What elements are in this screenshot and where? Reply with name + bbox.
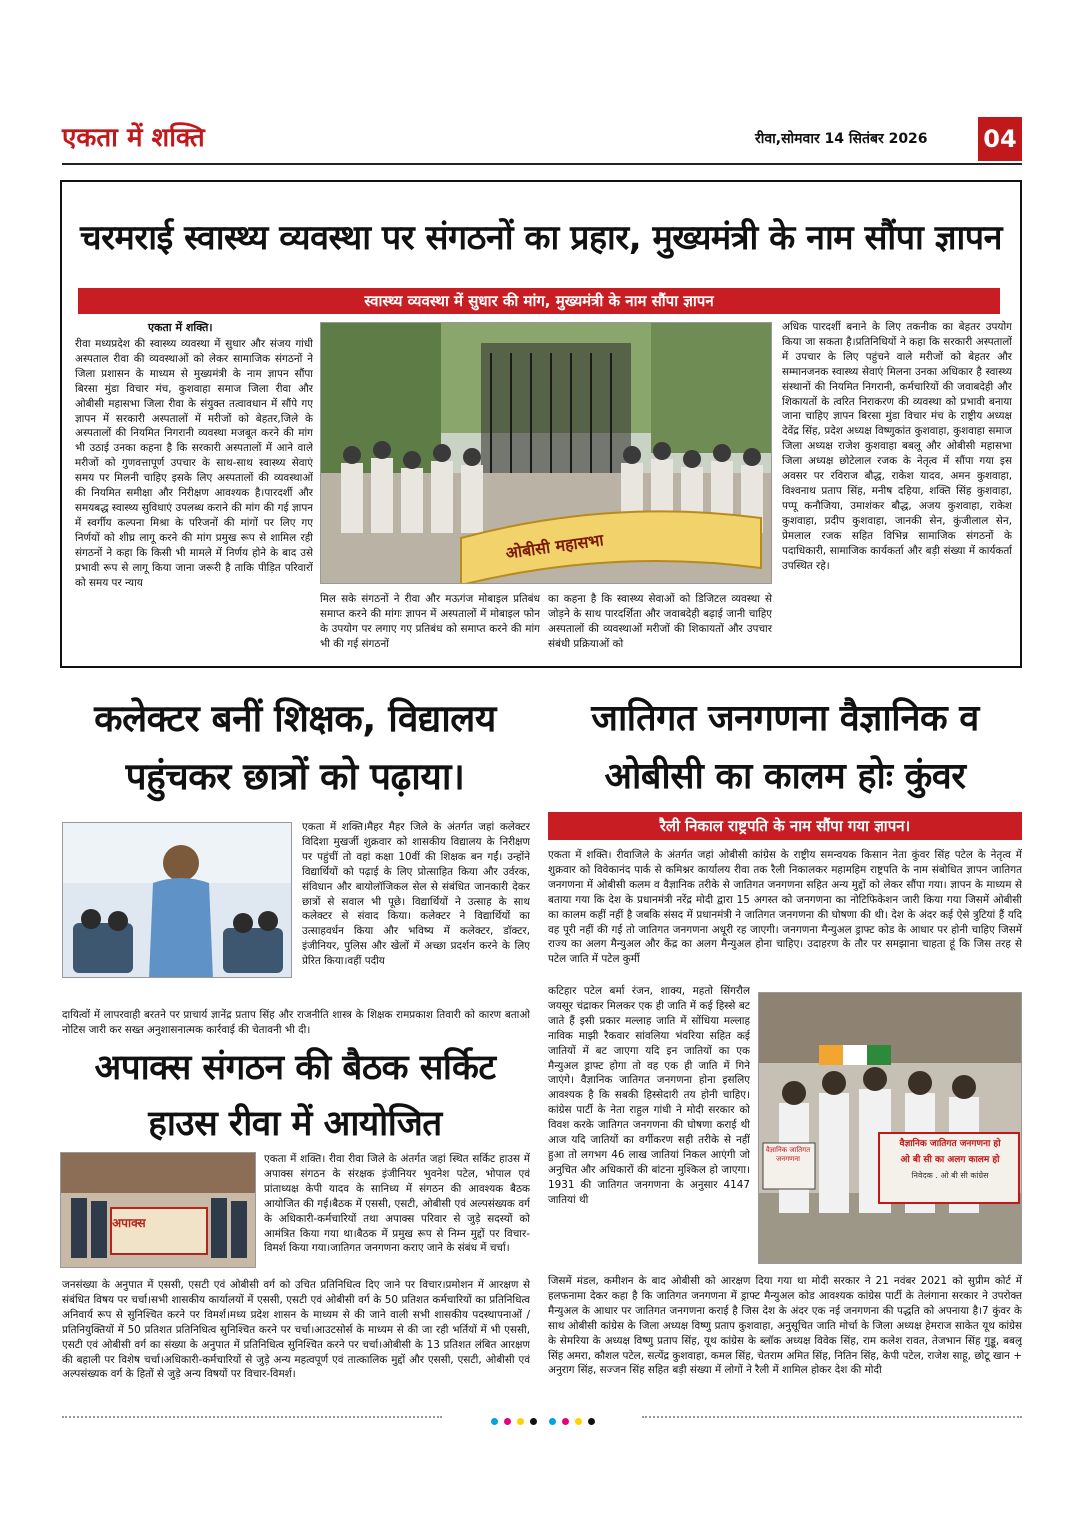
masthead-date: रीवा,सोमवार 14 सितंबर 2026 — [755, 131, 928, 147]
apaks-headline: अपाक्स संगठन की बैठक सर्किट हाउस रीवा में आयोजित — [94, 1048, 496, 1144]
census-headline: जातिगत जनगणना वैज्ञानिक व ओबीसी का कालम होः कुंवर — [591, 698, 979, 797]
collector-body-right: एकता में शक्ति।मैहर मैहर जिले के अंतर्गत जहां कलेक्टर विदिशा मुखर्जी शुक्रवार को शासकीय विद्यालय के निरीक्षण पर पहुंचीं तो वहां कक्षा 10वीं की शिक्षक बन गईं। उन्होंने विद्यार्थियों को पढ़ाई के लिए प्रोत्साहित किया और उर्वरक, संविधान और बायोलॉजिकल सेल से संबंधित जानकारी देकर छात्रों से सवाल भी पूछे। विद्यार्थियों ने उत्साह के साथ कलेक्टर से संवाद किया। कलेक्टर ने विद्यार्थियों का उत्साहवर्धन किया और भविष्य में कलेक्टर, डॉक्टर, इंजीनियर, पुलिस और खेलों में अच्छा प्रदर्शन करने के लिए प्रेरित किया।वहीं पदीय — [302, 821, 530, 968]
lead-headline: चरमराई स्वास्थ्य व्यवस्था पर संगठनों का प्रहार, मुख्यमंत्री के नाम सौंपा ज्ञापन — [80, 218, 1002, 258]
apaks-body-full: जनसंख्या के अनुपात में एससी, एसटी एवं ओबीसी वर्ग को उचित प्रतिनिधित्व दिए जाने पर विचार।प्रमोशन में आरक्षण से संबंधित विषय पर चर्चा।सभी शासकीय कार्यालयों में एससी, एसटी एवं ओबीसी वर्ग के 50 प्रतिशत कर्मचारियों का प्रतिनिधित्व अनिवार्य रूप से सुनिश्चित करने पर विमर्श।मध्य प्रदेश शासन के माध्यम से की जाने वाली सभी शासकीय पदस्थापनाओं / प्रतिनियुक्तियों में 50 प्रतिशत प्रतिनिधित्व सुनिश्चित करने पर चर्चा।आउटसोर्स के माध्यम से की जा रही भर्तियों में भी एससी, एसटी एवं ओबीसी वर्ग का संख्या के अनुपात में प्रतिनिधित्व सुनिश्चित करने पर चर्चा।ओबीसी के 13 प्रतिशत लंबित आरक्षण की बहाली पर विशेष चर्चा।अधिकारी-कर्मचारियों से जुड़े अन्य महत्वपूर्ण एवं तात्कालिक मुद्दों और एससी, एसटी, ओबीसी एवं अल्पसंख्यक वर्ग के हितों से जुड़े अन्य विषयों पर विचार-विमर्श। — [62, 1279, 530, 1381]
collector-photo-graphic — [63, 823, 292, 978]
census-photo — [758, 992, 1022, 1264]
collector-body-full: दायित्वों में लापरवाही बरतने पर प्राचार्य ज्ञानेंद्र प्रताप सिंह और राजनीति शास्त्र के शिक्षक रामप्रकाश तिवारी को कारण बताओ नोटिस जारी कर सख्त अनुशासनात्मक कार्रवाई की चेतावनी भी दी। — [62, 1009, 530, 1036]
page-number: 04 — [978, 117, 1022, 161]
census-body-top: एकता में शक्ति। रीवाजिले के अंतर्गत जहां ओबीसी कांग्रेस के राष्ट्रीय समन्वयक किसान नेता कुंवर सिंह पटेल के नेतृत्व में शुक्रवार को विवेकानंद पार्क से कमिश्नर कार्यालय रीवा तक रैली निकालकर महामहिम राष्ट्रपति के नाम संबोधित ज्ञापन जातिगत जनगणना में ओबीसी कलम व वैज्ञानिक तरीके से जातिगत जनगणना सहित अन्य मुद्दों को लेकर सौंपा गया। ज्ञापन के माध्यम से बताया गया कि देश के प्रधानमंत्री नरेंद्र मोदी द्वारा 15 अगस्त को जनगणना का नोटिफिकेशन जारी किया गया जिसमें ओबीसी का कालम कहीं नहीं है जबकि संसद में प्रधानमंत्री ने जातिगत जनगणना की घोषणा की थी। देश के अंदर कई ऐसे त्रुटियां हैं यदि वह पूरी नहीं की गई तो जातिगत जनगणना अधूरी रह जाएगी। जनगणना मैन्युअल ड्राफ्ट कोड के आधार पर होनी चाहिए जिसमें राज्य का अलग मैन्युअल और केंद्र का अलग मैन्युअल होना चाहिए। उदाहरण के तौर पर समझाना चाहता हूं कि जिस तरह से पटेल जाति में पटेल कुर्मी — [548, 849, 1022, 966]
footer-rule-left — [62, 1416, 442, 1418]
census-banner-line-3: निवेदक . ओ बी सी कांग्रेस — [911, 1171, 989, 1180]
census-body-left: कटिहार पटेल बर्मा रंजन, शाक्य, महतो सिंगरौल जयसूर चंद्राकर मिलकर एक ही जाति में कई हिस्से बट जाते हैं इसी प्रकार मल्लाह जाति में सोंधिया मल्लाह नाविक माझी रैकवार सांवलिया भंवरिया सहित कई जातियों में बट जाएगा यदि इन जातियों का एक मैन्युअल ड्राफ्ट होगा तो वह एक ही जाति में गिने जाएंगे। वैज्ञानिक जातिगत जनगणना होना इसलिए आवश्यक है कि सबकी हिस्सेदारी तय होनी चाहिए। कांग्रेस पार्टी के नेता राहुल गांधी ने मोदी सरकार को विवश करके जातिगत जनगणना की घोषणा कराई थी आज यदि जातियों का वर्गीकरण सही तरीके से नहीं हुआ तो लगभग 46 लाख जातियां निकल आएंगी जो अनुचित और अधिकारों की बांटना मुश्किल हो जाएगा। 1931 की जातिगत जनगणना के अनुसार 4147 जातियां थी — [548, 985, 750, 1206]
collector-photo — [62, 822, 292, 978]
masthead-name: एकता में शक्ति — [62, 123, 205, 153]
collector-headline: कलेक्टर बनीं शिक्षक, विद्यालय पहुंचकर छात्रों को पढ़ाया। — [94, 697, 496, 798]
lead-caption-right: का कहना है कि स्वास्थ्य सेवाओं को डिजिटल व्यवस्था से जोड़ने के साथ पारदर्शिता और जवाबदेही बढ़ाई जानी चाहिए अस्पतालों की व्यवस्थाओं मरीजों की शिकायतों और उपचार संबंधी प्रक्रियाओं को — [548, 593, 772, 650]
apaks-photo-graphic — [61, 1153, 256, 1268]
census-body-bottom: जिसमें मंडल, कमीशन के बाद ओबीसी को आरक्षण दिया गया था मोदी सरकार ने 21 नवंबर 2021 को सुप्रीम कोर्ट में हलफनामा देकर कहा है कि जातिगत जनगणना में ड्राफ्ट मैन्युअल कोड आवश्यक कांग्रेस पार्टी के तेलंगाना सरकार ने उपरोक्त मैन्युअल के आधार पर जातिगत जनगणना कराई है जिस देश के अंदर एक नई जनगणना की पद्धति को अपनाया है।7 कुंवर के साथ ओबीसी कांग्रेस के जिला अध्यक्ष विष्णु प्रताप कुशवाहा, अनुसूचित जाति मोर्चा के जिला अध्यक्ष हेमराज साकेत यूथ कांग्रेस के सेमरिया के अध्यक्ष विष्णु प्रताप सिंह, यूथ कांग्रेस के ब्लॉक अध्यक्ष विवेक सिंह, राम कलेश रावत, तेजभान सिंह गुड्डू, बबलू सिंह अमरा, कौशल पटेल, सत्येंद्र कुशवाहा, कमल सिंह, चेतराम अमित सिंह, नितिन सिंह, केपी पटेल, राजेश साहू, छोटू खान + अनुराग सिंह, सज्जन सिंह सहित बड़ी संख्या में लोगों ने रैली में शामिल होकर देश की मोदी — [548, 1275, 1022, 1377]
census-sign-text: वैज्ञानिक जातिगत जनगणना — [765, 1146, 811, 1163]
census-photo-graphic — [759, 993, 1022, 1264]
apaks-body-right: एकता में शक्ति। रीवा रीवा जिले के अंतर्गत जहां स्थित सर्किट हाउस में अपाक्स संगठन के संरक्षक इंजीनियर भुवनेश पटेल, भोपाल एवं प्रांताध्यक्ष केपी यादव के सानिध्य में संगठन की आवश्यक बैठक आयोजित की गई।बैठक में एससी, एसटी, ओबीसी एवं अल्पसंख्यक वर्ग के अधिकारी-कर्मचारियों तथा अपाक्स परिवार से जुड़े सदस्यों को आमंत्रित किया गया था।बैठक में प्रमुख रूप से निम्न मुद्दों पर विचार-विमर्श किया गया।जातिगत जनगणना कराए जाने के संबंध में चर्चा। — [264, 1153, 530, 1255]
footer-rule-right — [642, 1416, 1022, 1418]
masthead-rule — [62, 163, 1022, 165]
lead-photo-banner-text: ओबीसी महासभा — [504, 530, 605, 563]
lead-column-1: रीवा मध्यप्रदेश की स्वास्थ्य व्यवस्था में सुधार और संजय गांधी अस्पताल रीवा की व्यवस्थाओं को लेकर सामाजिक संगठनों ने जिला प्रशासन के माध्यम से मुख्यमंत्री के नाम ज्ञापन सौंपा बिरसा मुंडा विचार मंच, कुशवाहा समाज जिला रीवा और ओबीसी महासभा जिला रीवा के संयुक्त तत्वावधान में सौंपे गए ज्ञापन में सरकारी अस्पतालों में मरीजों को बेहतर,जिले के अस्पतालों की नियमित निगरानी व्यवस्था मजबूत करने की मांग भी उठाई उनका कहना है कि सरकारी अस्पतालों में आने वाले मरीजों को गुणवत्तापूर्ण उपचार के साथ-साथ स्वास्थ्य सेवाएं समय पर मिलनी चाहिए इसके लिए अस्पतालों की व्यवस्थाओं की नियमित समीक्षा और निरीक्षण आवश्यक है।पारदर्शी और समयबद्ध स्वास्थ्य सुविधाएं उपलब्ध कराने की मांग की गई ज्ञापन में स्वर्गीय कल्पना मिश्रा के परिजनों की मांगों पर लिए गए निर्णयों को शीघ्र लागू करने की मांग प्रमुख रूप से शामिल रही संगठनों ने कहा कि किसी भी मामले में निर्णय होने के बाद उसे प्रभावी रूप से लागू किया जाना जरूरी है ताकि पीड़ित परिवारों को समय पर न्याय — [75, 338, 313, 589]
footer-dots — [448, 1410, 638, 1422]
lead-caption-left: मिल सके संगठनों ने रीवा और मऊगंज मोबाइल प्रतिबंध समाप्त करने की मांगः ज्ञापन में अस्पतालों में मोबाइल फोन के उपयोग पर लगाए गए प्रतिबंध को समाप्त करने की मांग भी की गई संगठनों — [320, 593, 540, 650]
apaks-photo — [60, 1152, 256, 1268]
census-banner-line-1: वैज्ञानिक जातिगत जनगणना हो — [899, 1139, 1001, 1149]
census-banner-line-2: ओ बी सी का अलग कालम हो — [900, 1155, 1000, 1165]
lead-subhead: स्वास्थ्य व्यवस्था में सुधार की मांग, मुख्यमंत्री के नाम सौंपा ज्ञापन — [78, 288, 1000, 314]
apaks-photo-banner-text: अपाक्स — [112, 1216, 146, 1230]
lead-column-3: अधिक पारदर्शी बनाने के लिए तकनीक का बेहतर उपयोग किया जा सकता है।प्रतिनिधियों ने कहा कि सरकारी अस्पतालों में उपचार के लिए पहुंचने वाले मरीजों को बेहतर और सम्मानजनक स्वास्थ्य सेवाएं मिलना उनका अधिकार है स्वास्थ्य संस्थानों की नियमित निगरानी, कर्मचारियों की जवाबदेही और शिकायतों के त्वरित निराकरण की व्यवस्था को प्रभावी बनाया जाना चाहिए ज्ञापन बिरसा मुंडा विचार मंच के राष्ट्रीय अध्यक्ष देवेंद्र सिंह, प्रदेश अध्यक्ष विष्णुकांत कुशवाहा, कुशवाहा समाज जिला अध्यक्ष राजेश कुशवाहा बबलू और ओबीसी महासभा जिला अध्यक्ष छोटेलाल रजक के नेतृत्व में सौंपा गया इस अवसर पर रविराज बौद्ध, राकेश यादव, अमन कुशवाहा, विश्वनाथ प्रताप सिंह, मनीष दहिया, शक्ति सिंह कुशवाहा, पप्पू कनौजिया, उमाशंकर बौद्ध, अजय कुशवाहा, राकेश कुशवाहा, प्रदीप कुशवाहा, जानकी सेन, कुंजीलाल सेन, प्रेमलाल रजक सहित विभिन्न सामाजिक संगठनों के पदाधिकारी, सामाजिक कार्यकर्ता और बड़ी संख्या में कार्यकर्ता उपस्थित रहे। — [782, 321, 1012, 572]
lead-source: एकता में शक्ति। — [148, 321, 213, 334]
census-subhead: रैली निकाल राष्ट्रपति के नाम सौंपा गया ज्ञापन। — [548, 812, 1022, 840]
